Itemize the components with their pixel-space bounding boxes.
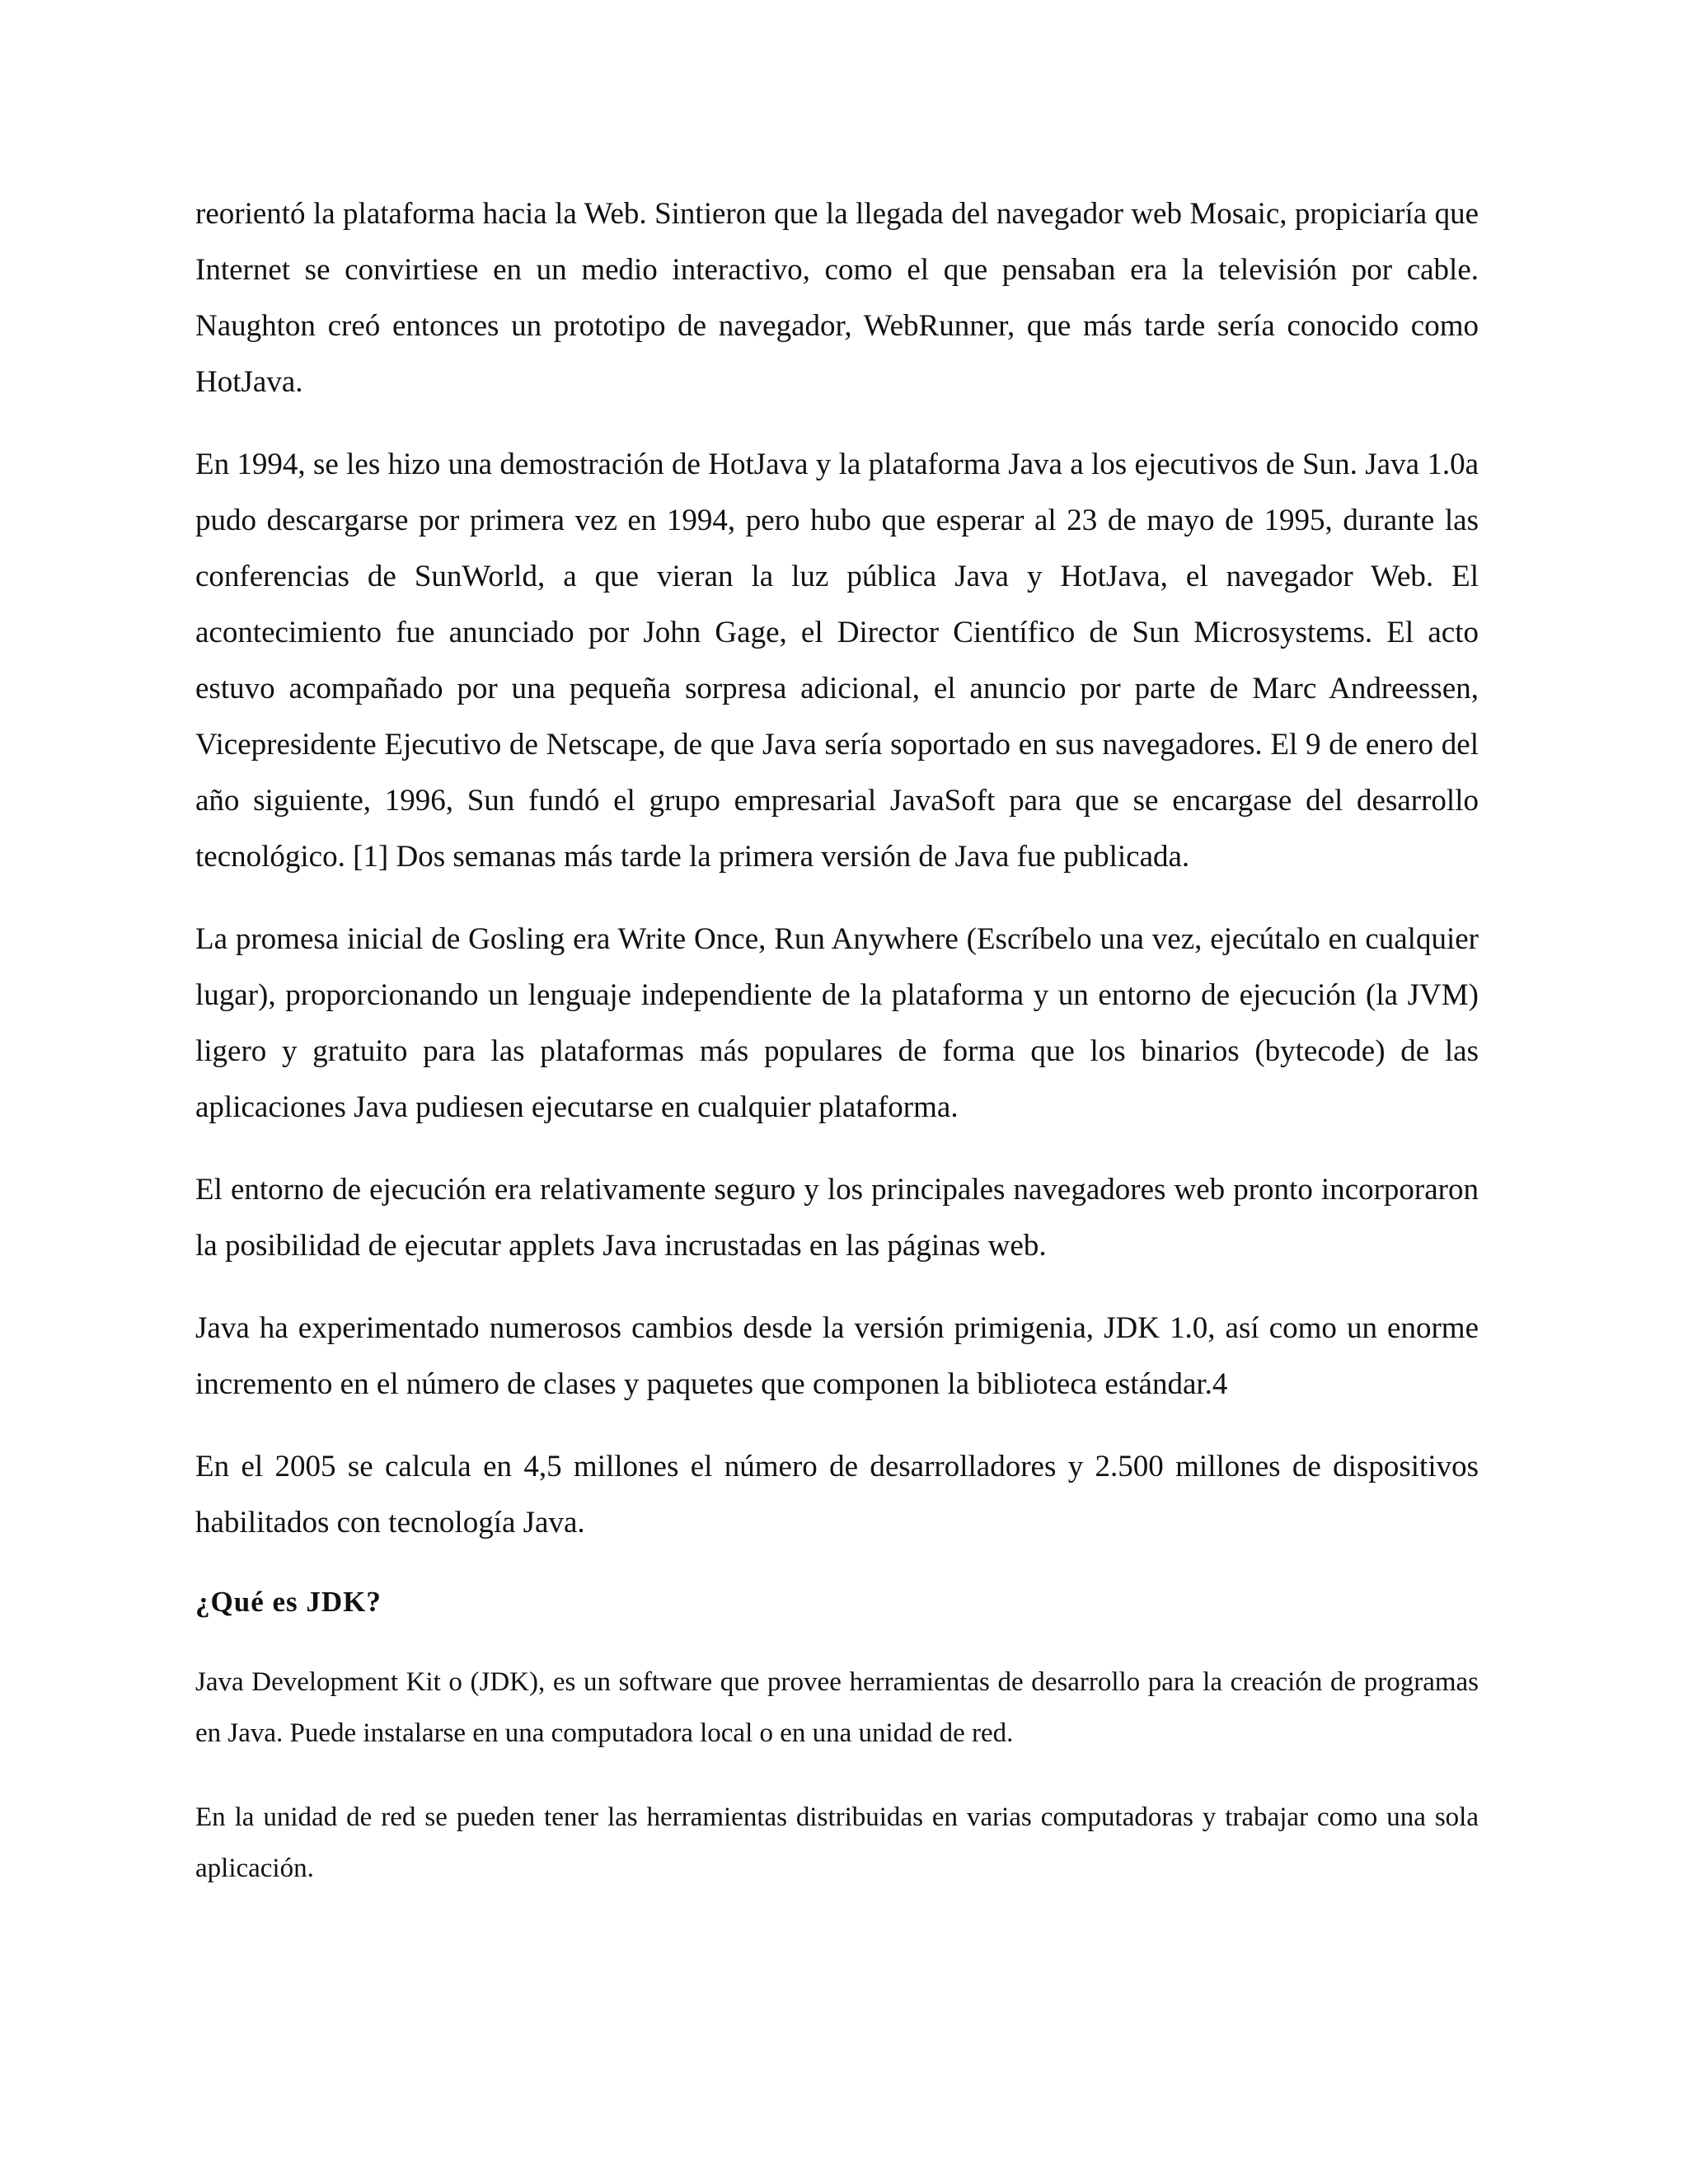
paragraph-applets: El entorno de ejecución era relativamente seguro y los principales navegadores web pronto incorporaron la posibilidad de ejecutar applets Java incrustadas en las páginas web.: [195, 1173, 1479, 1263]
paragraph-write-once-run-anywhere: La promesa inicial de Gosling era Write Once, Run Anywhere (Escríbelo una vez, ejecútalo en cualquier lugar), proporcionando un lenguaje independiente de la plataforma y un entorno de ejecución (la JVM) ligero y gratuito para las plataformas más populares de forma que los binarios (bytecode) de las aplicaciones Java pudiesen ejecutarse en cualquier plataforma.: [195, 922, 1479, 1124]
paragraph-jdk-network: En la unidad de red se pueden tener las herramientas distribuidas en varias computadoras y trabajar como una sola aplicación.: [195, 1802, 1479, 1883]
paragraph-developer-statistics: En el 2005 se calcula en 4,5 millones el número de desarrolladores y 2.500 millones de dispositivos habilitados con tecnología Java.: [195, 1450, 1479, 1540]
paragraph-jdk-definition: Java Development Kit o (JDK), es un software que provee herramientas de desarrollo para la creación de programas en Java. Puede instalarse en una computadora local o en una unidad de red.: [195, 1667, 1479, 1748]
paragraph-webrunner-origin: reorientó la plataforma hacia la Web. Sintieron que la llegada del navegador web Mosaic, propiciaría que Internet se convirtiese en un medio interactivo, como el que pensaban era la televisión por cable. Naughton creó entonces un prototipo de navegador, WebRunner, que más tarde sería conocido como HotJava.: [195, 197, 1479, 399]
paragraph-jdk-versions: Java ha experimentado numerosos cambios desde la versión primigenia, JDK 1.0, así como un enorme incremento en el número de clases y paquetes que componen la biblioteca estándar.4: [195, 1311, 1479, 1401]
paragraph-java-release-history: En 1994, se les hizo una demostración de HotJava y la plataforma Java a los ejecutivos de Sun. Java 1.0a pudo descargarse por primera vez en 1994, pero hubo que esperar al 23 de mayo de 1995, durante las conferencias de SunWorld, a que vieran la luz pública Java y HotJava, el navegador Web. El acontecimiento fue anunciado por John Gage, el Director Científico de Sun Microsystems. El acto estuvo acompañado por una pequeña sorpresa adicional, el anuncio por parte de Marc Andreessen, Vicepresidente Ejecutivo de Netscape, de que Java sería soportado en sus navegadores. El 9 de enero del año siguiente, 1996, Sun fundó el grupo empresarial JavaSoft para que se encargase del desarrollo tecnológico. [1] Dos semanas más tarde la primera versión de Java fue publicada.: [195, 448, 1479, 874]
document-body: [195, 186, 1479, 1927]
section-heading-jdk: ¿Qué es JDK?: [195, 1586, 382, 1618]
